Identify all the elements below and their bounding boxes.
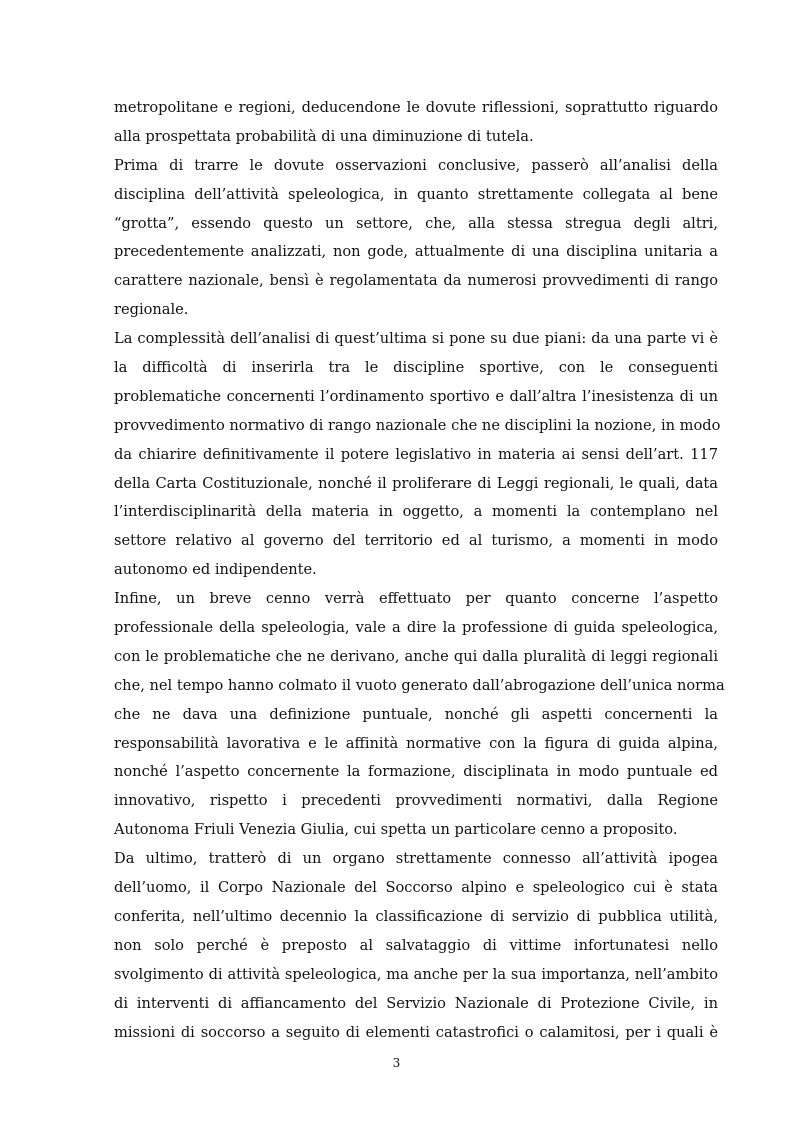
- text-line: con le problematiche che ne derivano, anche qui dalla pluralità di leggi regionali: [114, 647, 718, 665]
- text-line: La complessità dell’analisi di quest’ultima si pone su due piani: da una parte vi è: [114, 330, 718, 348]
- text-line: precedentemente analizzati, non gode, attualmente di una disciplina unitaria a: [114, 243, 718, 261]
- text-line: autonomo ed indipendente.: [114, 561, 317, 579]
- text-line: non solo perché è preposto al salvataggio di vittime infortunatesi nello: [114, 936, 718, 954]
- text-line: che ne dava una definizione puntuale, nonché gli aspetti concernenti la: [114, 705, 718, 723]
- text-line: problematiche concernenti l’ordinamento sportivo e dall’altra l’inesistenza di un: [114, 387, 718, 405]
- text-line: settore relativo al governo del territorio ed al turismo, a momenti in modo: [114, 532, 718, 550]
- text-line: nonché l’aspetto concernente la formazione, disciplinata in modo puntuale ed: [114, 763, 718, 781]
- text-line: dell’uomo, il Corpo Nazionale del Soccorso alpino e speleologico cui è stata: [114, 879, 718, 897]
- text-line: che, nel tempo hanno colmato il vuoto generato dall’abrogazione dell’unica norma: [114, 676, 725, 694]
- text-line: la difficoltà di inserirla tra le discipline sportive, con le conseguenti: [114, 359, 718, 377]
- text-line: responsabilità lavorativa e le affinità normative con la figura di guida alpina,: [114, 734, 718, 752]
- body-text: [114, 94, 725, 1047]
- text-line: provvedimento normativo di rango nazionale che ne disciplini la nozione, in modo: [114, 416, 721, 434]
- text-line: svolgimento di attività speleologica, ma anche per la sua importanza, nell’ambito: [114, 965, 718, 983]
- text-line: “grotta”, essendo questo un settore, che, alla stessa stregua degli altri,: [114, 214, 718, 232]
- text-line: della Carta Costituzionale, nonché il proliferare di Leggi regionali, le quali, data: [114, 474, 718, 492]
- text-line: regionale.: [114, 301, 189, 319]
- text-line: da chiarire definitivamente il potere legislativo in materia ai sensi dell’art. 117: [114, 445, 718, 463]
- text-line: di interventi di affiancamento del Servizio Nazionale di Protezione Civile, in: [114, 994, 718, 1012]
- text-line: l’interdisciplinarità della materia in oggetto, a momenti la contemplano nel: [114, 503, 718, 521]
- text-line: Da ultimo, tratterò di un organo strettamente connesso all’attività ipogea: [114, 850, 718, 868]
- text-line: Autonoma Friuli Venezia Giulia, cui spetta un particolare cenno a proposito.: [114, 821, 678, 839]
- text-line: conferita, nell’ultimo decennio la classificazione di servizio di pubblica utilità,: [114, 907, 718, 925]
- text-line: missioni di soccorso a seguito di elementi catastrofici o calamitosi, per i quali è: [114, 1023, 718, 1041]
- page-number: 3: [392, 1056, 401, 1070]
- text-line: Prima di trarre le dovute osservazioni conclusive, passerò all’analisi della: [114, 156, 718, 174]
- text-line: Infine, un breve cenno verrà effettuato per quanto concerne l’aspetto: [114, 590, 718, 608]
- text-line: disciplina dell’attività speleologica, in quanto strettamente collegata al bene: [114, 185, 718, 203]
- text-line: alla prospettata probabilità di una diminuzione di tutela.: [114, 127, 534, 145]
- text-line: professionale della speleologia, vale a dire la professione di guida speleologica,: [114, 619, 718, 637]
- text-line: metropolitane e regioni, deducendone le dovute riflessioni, soprattutto riguardo: [114, 99, 718, 116]
- text-line: carattere nazionale, bensì è regolamentata da numerosi provvedimenti di rango: [114, 272, 718, 290]
- text-line: innovativo, rispetto i precedenti provvedimenti normativi, dalla Regione: [114, 792, 718, 810]
